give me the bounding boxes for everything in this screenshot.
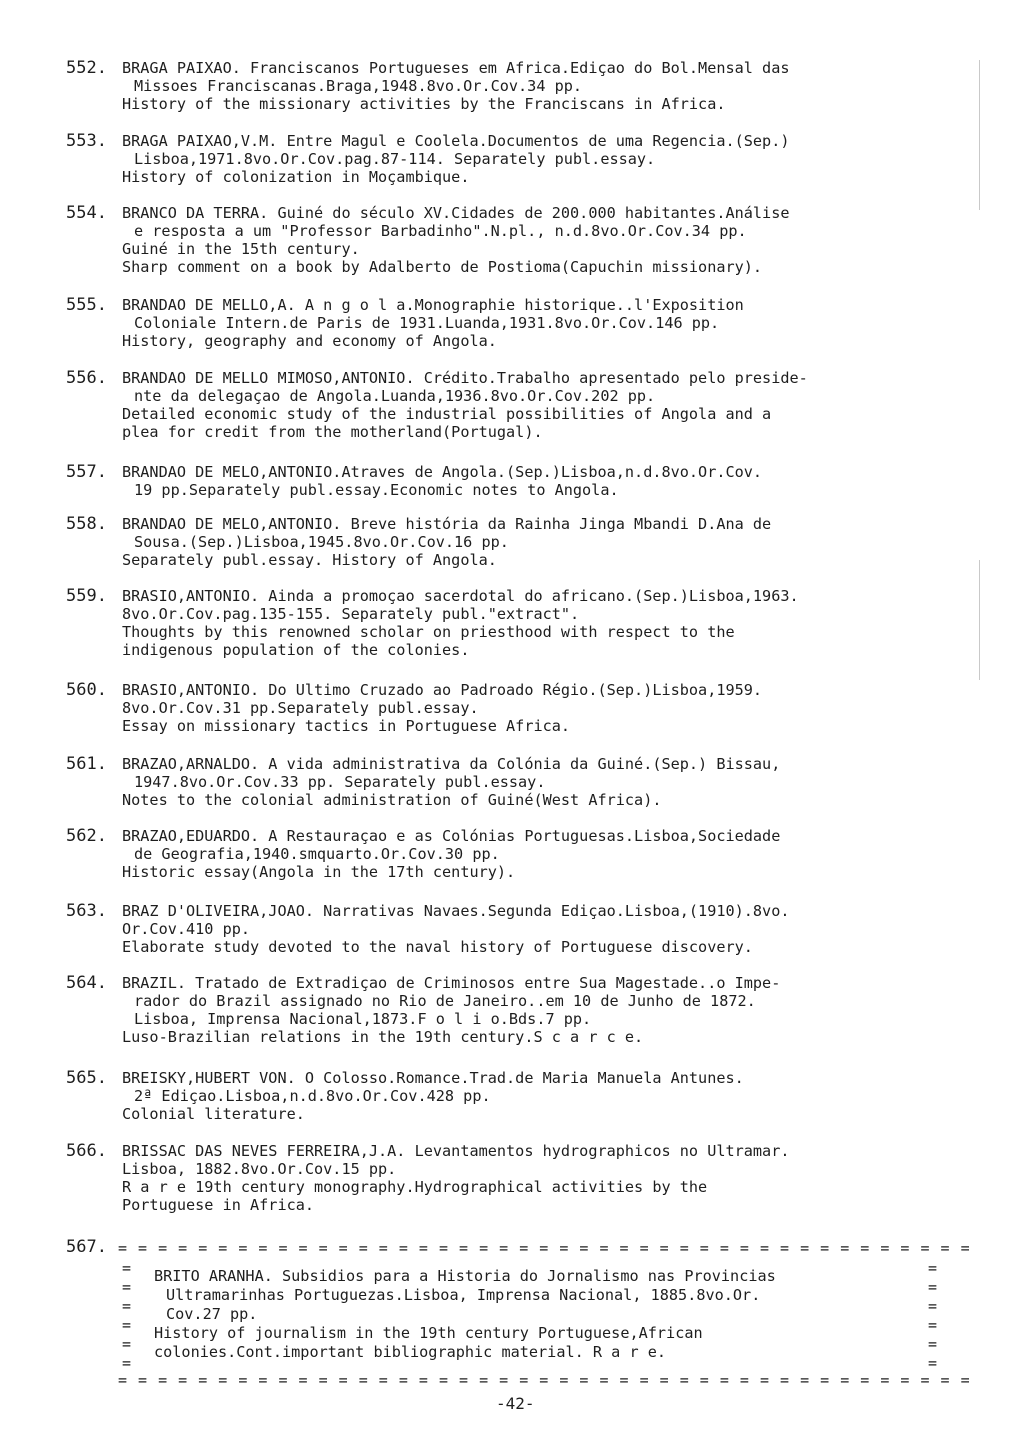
entry-number: 564. xyxy=(66,973,107,993)
entry-number: 554. xyxy=(66,203,107,223)
entry-line: 8vo.Or.Cov.31 pp.Separately publ.essay. xyxy=(122,699,479,717)
entry-line: 8vo.Or.Cov.pag.135-155. Separately publ."extract". xyxy=(122,605,580,623)
box-bottom-border: = = = = = = = = = = = = = = = = = = = = = = = = = = = = = = = = = = = = = = = = = = = xyxy=(118,1371,971,1389)
entry-line: Missoes Franciscanas.Braga,1948.8vo.Or.Cov.34 pp. xyxy=(134,77,583,95)
entry-line: colonies.Cont.important bibliographic material. R a r e. xyxy=(154,1343,667,1361)
entry-line: Sharp comment on a book by Adalberto de Postioma(Capuchin missionary). xyxy=(122,258,763,276)
entry-number: 566. xyxy=(66,1141,107,1161)
entry-line: nte da delegaçao de Angola.Luanda,1936.8vo.Or.Cov.202 pp. xyxy=(134,387,656,405)
entry-number: 558. xyxy=(66,514,107,534)
entry-number: 560. xyxy=(66,680,107,700)
entry-line: BRANDAO DE MELO,ANTONIO. Breve história da Rainha Jinga Mbandi D.Ana de xyxy=(122,515,772,533)
entry-number: 557. xyxy=(66,462,107,482)
entry-number: 553. xyxy=(66,131,107,151)
entry-line: Or.Cov.410 pp. xyxy=(122,920,251,938)
entry-line: History of the missionary activities by the Franciscans in Africa. xyxy=(122,95,726,113)
entry-line: R a r e 19th century monography.Hydrographical activities by the xyxy=(122,1178,708,1196)
entry-number: 559. xyxy=(66,586,107,606)
entry-line: e resposta a um "Professor Barbadinho".N.pl., n.d.8vo.Or.Cov.34 pp. xyxy=(134,222,747,240)
entry-line: History of colonization in Moçambique. xyxy=(122,168,470,186)
entry-number: 565. xyxy=(66,1068,107,1088)
entry-line: Cov.27 pp. xyxy=(166,1305,258,1323)
entry-line: Elaborate study devoted to the naval history of Portuguese discovery. xyxy=(122,938,753,956)
entry-line: 2ª Ediçao.Lisboa,n.d.8vo.Or.Cov.428 pp. xyxy=(134,1087,491,1105)
entry-line: rador do Brazil assignado no Rio de Janeiro..em 10 de Junho de 1872. xyxy=(134,992,756,1010)
entry-number: 561. xyxy=(66,754,107,774)
entry-number: 552. xyxy=(66,58,107,78)
entry-line: Lisboa, Imprensa Nacional,1873.F o l i o.Bds.7 pp. xyxy=(134,1010,592,1028)
entry-line: BRANDAO DE MELLO,A. A n g o l a.Monographie historique..l'Exposition xyxy=(122,296,744,314)
entry-line: History of journalism in the 19th century Portuguese,African xyxy=(154,1324,703,1342)
box-right-border: = = = = = = xyxy=(928,1259,938,1372)
entry-line: Essay on missionary tactics in Portuguese Africa. xyxy=(122,717,571,735)
entry-line: BRAZAO,ARNALDO. A vida administrativa da Colónia da Guiné.(Sep.) Bissau, xyxy=(122,755,781,773)
entry-line: Guiné in the 15th century. xyxy=(122,240,360,258)
entry-line: BRAZAO,EDUARDO. A Restauraçao e as Colónias Portuguesas.Lisboa,Sociedade xyxy=(122,827,781,845)
entry-line: Thoughts by this renowned scholar on priesthood with respect to the xyxy=(122,623,735,641)
entry-line: BRASIO,ANTONIO. Do Ultimo Cruzado ao Padroado Régio.(Sep.)Lisboa,1959. xyxy=(122,681,763,699)
entry-line: Portuguese in Africa. xyxy=(122,1196,315,1214)
entry-line: BRASIO,ANTONIO. Ainda a promoçao sacerdotal do africano.(Sep.)Lisboa,1963. xyxy=(122,587,799,605)
entry-line: Coloniale Intern.de Paris de 1931.Luanda,1931.8vo.Or.Cov.146 pp. xyxy=(134,314,720,332)
entry-line: BRANCO DA TERRA. Guiné do século XV.Cidades de 200.000 habitantes.Análise xyxy=(122,204,790,222)
box-top-border: = = = = = = = = = = = = = = = = = = = = = = = = = = = = = = = = = = = = = = = = = = = xyxy=(118,1239,971,1257)
entry-line: Sousa.(Sep.)Lisboa,1945.8vo.Or.Cov.16 pp. xyxy=(134,533,509,551)
entry-line: BREISKY,HUBERT VON. O Colosso.Romance.Trad.de Maria Manuela Antunes. xyxy=(122,1069,744,1087)
entry-line: Detailed economic study of the industrial possibilities of Angola and a xyxy=(122,405,772,423)
entry-line: BRAZIL. Tratado de Extradiçao de Criminosos entre Sua Magestade..o Impe- xyxy=(122,974,781,992)
entry-line: Separately publ.essay. History of Angola. xyxy=(122,551,497,569)
entry-line: BRISSAC DAS NEVES FERREIRA,J.A. Levantamentos hydrographicos no Ultramar. xyxy=(122,1142,790,1160)
entry-line: Lisboa, 1882.8vo.Or.Cov.15 pp. xyxy=(122,1160,397,1178)
entry-line: Historic essay(Angola in the 17th century). xyxy=(122,863,516,881)
entry-line: 1947.8vo.Or.Cov.33 pp. Separately publ.essay. xyxy=(134,773,546,791)
entry-line: BRANDAO DE MELO,ANTONIO.Atraves de Angola.(Sep.)Lisboa,n.d.8vo.Or.Cov. xyxy=(122,463,763,481)
entry-line: Colonial literature. xyxy=(122,1105,305,1123)
entry-number: 563. xyxy=(66,901,107,921)
entry-line: Lisboa,1971.8vo.Or.Cov.pag.87-114. Separately publ.essay. xyxy=(134,150,656,168)
entry-line: BRITO ARANHA. Subsidios para a Historia do Jornalismo nas Provincias xyxy=(154,1267,776,1285)
entry-line: Ultramarinhas Portuguezas.Lisboa, Imprensa Nacional, 1885.8vo.Or. xyxy=(166,1286,761,1304)
entry-line: Luso-Brazilian relations in the 19th century.S c a r c e. xyxy=(122,1028,644,1046)
entry-line: BRAZ D'OLIVEIRA,JOAO. Narrativas Navaes.Segunda Ediçao.Lisboa,(1910).8vo. xyxy=(122,902,790,920)
entry-line: BRAGA PAIXAO,V.M. Entre Magul e Coolela.Documentos de uma Regencia.(Sep.) xyxy=(122,132,790,150)
entry-number: 555. xyxy=(66,295,107,315)
entry-line: BRAGA PAIXAO. Franciscanos Portugueses em Africa.Ediçao do Bol.Mensal das xyxy=(122,59,790,77)
entry-line: plea for credit from the motherland(Portugal). xyxy=(122,423,543,441)
entry-line: 19 pp.Separately publ.essay.Economic notes to Angola. xyxy=(134,481,619,499)
entry-line: BRANDAO DE MELLO MIMOSO,ANTONIO. Crédito.Trabalho apresentado pelo preside- xyxy=(122,369,808,387)
entry-line: de Geografia,1940.smquarto.Or.Cov.30 pp. xyxy=(134,845,500,863)
entry-line: indigenous population of the colonies. xyxy=(122,641,470,659)
boxed-entry-text xyxy=(154,1267,934,1362)
entry-number: 562. xyxy=(66,826,107,846)
box-left-border: = = = = = = xyxy=(122,1259,132,1372)
entry-line: Notes to the colonial administration of Guiné(West Africa). xyxy=(122,791,662,809)
entry-number: 556. xyxy=(66,368,107,388)
entry-line: History, geography and economy of Angola. xyxy=(122,332,497,350)
page-number: -42- xyxy=(496,1394,535,1413)
entry-number: 567. xyxy=(66,1237,107,1257)
